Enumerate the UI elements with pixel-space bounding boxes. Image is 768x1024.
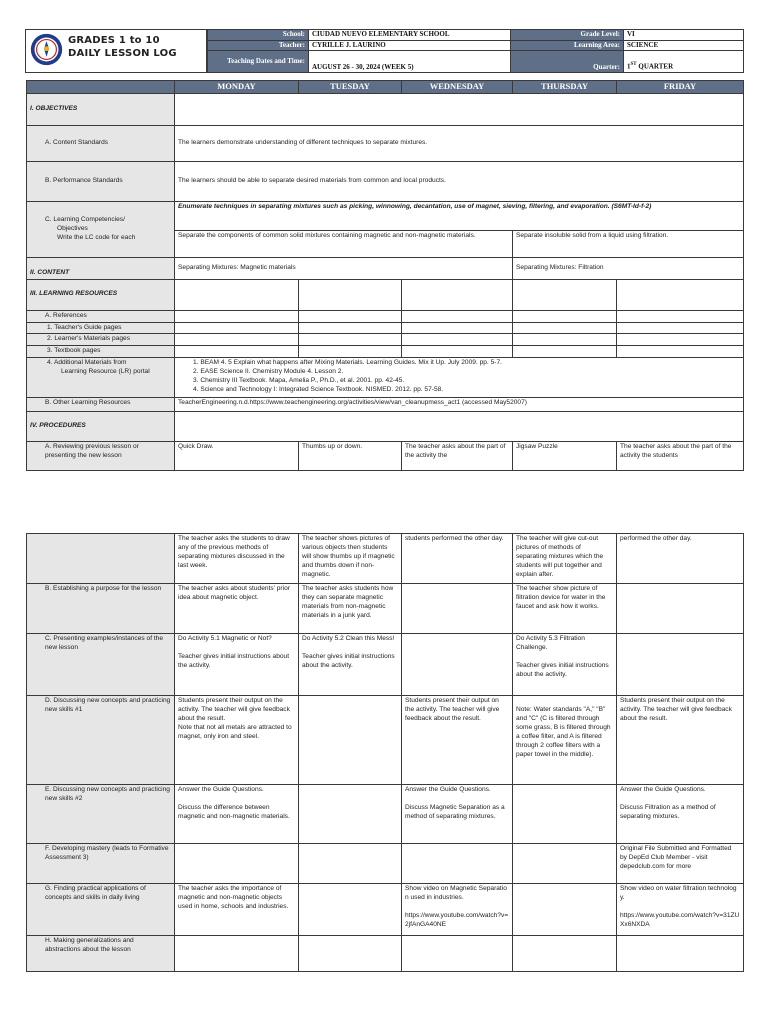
content-mon-wed: Separating Mixtures: Magnetic materials	[175, 257, 513, 279]
procedure-f-label: F. Developing mastery (leads to Formative Assessment 3)	[27, 844, 175, 884]
procedure-a-wednesday: The teacher asks about the part of the activity the	[402, 442, 513, 471]
procedures-heading: IV. PROCEDURES	[27, 412, 175, 442]
procedure-row	[27, 936, 744, 972]
day-wednesday: WEDNESDAY	[402, 81, 513, 94]
procedure-cell-monday: Students present their output on the activity. The teacher will give feedback about the result. Note that not all metals are attracted to magnet, only iron and steel.	[175, 696, 299, 785]
teaching-dates-label: Teaching Dates and Time:	[208, 51, 309, 73]
lc-thu-fri-text: Separate insoluble solid from a liquid using filtration.	[513, 230, 744, 257]
procedure-b-label: B. Establishing a purpose for the lesson	[27, 584, 175, 634]
objectives-blank	[175, 93, 744, 125]
day-friday: FRIDAY	[617, 81, 744, 94]
lesson-log-table-page2	[26, 533, 744, 972]
content-thu-fri: Separating Mixtures: Filtration	[513, 257, 744, 279]
day-thursday: THURSDAY	[513, 81, 617, 94]
procedure-cell-friday: performed the other day.	[617, 534, 744, 584]
procedure-cell-wednesday	[402, 634, 513, 696]
procedure-row	[27, 884, 744, 936]
procedure-e-label: E. Discussing new concepts and practicing new skills #2	[27, 785, 175, 844]
procedure-cell-friday: Students present their output on the activity. The teacher will give feedback about the result.	[617, 696, 744, 785]
procedure-cell-tuesday	[299, 884, 402, 936]
day-monday: MONDAY	[175, 81, 299, 94]
learning-area-label: Learning Area:	[511, 40, 624, 51]
procedure-a-label: A. Reviewing previous lesson or presenting the new lesson	[27, 442, 175, 471]
procedure-cell-tuesday	[299, 785, 402, 844]
procedure-cell-tuesday: The teacher asks students how they can separate magnetic materials from non-magnetic materials in a junk yard.	[299, 584, 402, 634]
additional-material-item: 3. Chemistry III Textbook. Mapa, Amelia P., Ph.D., et al. 2001. pp. 42-45.	[193, 377, 405, 385]
procedure-g-label: G. Finding practical applications of concepts and skills in daily living	[27, 884, 175, 936]
day-header-row	[27, 81, 744, 94]
procedure-cell-thursday	[513, 785, 617, 844]
performance-standards-label: B. Performance Standards	[27, 161, 175, 201]
teacher-label: Teacher:	[208, 40, 309, 51]
references-label: A. References	[27, 310, 175, 322]
procedure-cell-wednesday: Show video on Magnetic Separation used in industries. https://www.youtube.com/watch?v=2jfAnGA40NE	[402, 884, 513, 936]
procedure-row	[27, 534, 744, 584]
procedure-cell-tuesday: The teacher shows pictures of various objects then students will show thumbs up if magnetic and thumbs down if non-magnetic.	[299, 534, 402, 584]
procedure-cell-thursday	[513, 844, 617, 884]
dll-title-line2: DAILY LESSON LOG	[68, 48, 177, 59]
procedure-cell-thursday: Do Activity 5.3 Filtration Challenge. Teacher gives initial instructions about the activity.	[513, 634, 617, 696]
other-resources-label: B. Other Learning Resources	[27, 398, 175, 412]
learning-resources-heading: III. LEARNING RESOURCES	[27, 279, 175, 310]
content-standards-text: The learners demonstrate understanding of different techniques to separate mixtures.	[175, 125, 744, 161]
school-value: CIUDAD NUEVO ELEMENTARY SCHOOL	[309, 30, 511, 41]
procedure-row	[27, 634, 744, 696]
day-tuesday: TUESDAY	[299, 81, 402, 94]
grade-level-value: VI	[624, 30, 744, 41]
learning-competencies-text: Enumerate techniques in separating mixtures such as picking, winnowing, decantation, use of magnet, sieving, filtering, and evaporation. (S6MT-Id-f-2)	[175, 201, 744, 230]
procedure-cell-friday	[617, 634, 744, 696]
school-label: School:	[208, 30, 309, 41]
dll-title-box	[25, 29, 207, 73]
procedure-row	[27, 785, 744, 844]
procedure-cell-thursday: Note: Water standards "A," "B" and "C" (C is filtered through some grass, B is filtered through a coffee filter, and A is filtered through 2 coffee filters with a paper towel in the middle).	[513, 696, 617, 785]
procedure-cell-friday	[617, 584, 744, 634]
additional-material-item: 2. EASE Science II. Chemistry Module 4. Lesson 2.	[193, 368, 344, 376]
procedure-cell-tuesday	[299, 696, 402, 785]
procedure-cell-wednesday: Answer the Guide Questions. Discuss Magnetic Separation as a method of separating mixtures.	[402, 785, 513, 844]
procedure-a-tuesday: Thumbs up or down.	[299, 442, 402, 471]
procedure-cell-monday: The teacher asks the students to draw any of the previous methods of separating mixtures discussed in the last week.	[175, 534, 299, 584]
procedure-a-monday: Quick Draw.	[175, 442, 299, 471]
procedure-cell-tuesday	[299, 844, 402, 884]
learners-materials-label: 2. Learner's Materials pages	[27, 334, 175, 346]
lc-mon-wed-text: Separate the components of common solid mixtures containing magnetic and non-magnetic materials.	[175, 230, 513, 257]
procedure-cell-thursday: The teacher will give cut-out pictures of methods of separating mixtures which the students will put together and explain after.	[513, 534, 617, 584]
procedure-row	[27, 844, 744, 884]
procedure-cell-thursday	[513, 884, 617, 936]
procedure-c-label: C. Presenting examples/instances of the new lesson	[27, 634, 175, 696]
dll-title-line1: GRADES 1 to 10	[68, 35, 160, 46]
procedure-cell-thursday	[513, 936, 617, 972]
procedure-cell-monday: The teacher asks the importance of magnetic and non-magnetic objects used in home, schools and industries.	[175, 884, 299, 936]
procedure-cell-friday: Original File Submitted and Formatted by DepEd Club Member - visit depedclub.com for more	[617, 844, 744, 884]
procedure-cell-tuesday: Do Activity 5.2 Clean this Mess! Teacher gives initial instructions about the activity.	[299, 634, 402, 696]
deped-seal-icon	[30, 33, 63, 66]
procedure-h-label: H. Making generalizations and abstractions about the lesson	[27, 936, 175, 972]
procedure-cell-monday: Do Activity 5.1 Magnetic or Not? Teacher gives initial instructions about the activity.	[175, 634, 299, 696]
content-heading: II. CONTENT	[27, 257, 175, 279]
procedure-cell-monday	[175, 936, 299, 972]
teacher-value: CYRILLE J. LAURINO	[309, 40, 511, 51]
quarter-value: 1ST QUARTER	[624, 51, 744, 73]
additional-material-item: 1. BEAM 4. 5 Explain what happens after Mixing Materials. Learning Guides. Mix it Up. July 2009. pp. 5-7.	[193, 359, 502, 367]
procedure-row	[27, 584, 744, 634]
procedure-cell-monday	[175, 844, 299, 884]
procedure-cell-wednesday: students performed the other day.	[402, 534, 513, 584]
grade-level-label: Grade Level:	[511, 30, 624, 41]
procedure-row	[27, 696, 744, 785]
procedure-cell-friday	[617, 936, 744, 972]
procedure-cell-friday: Show video on water filtration technology. https://www.youtube.com/watch?v=31ZUXx6NXDA	[617, 884, 744, 936]
procedure-cell-wednesday	[402, 844, 513, 884]
procedure-a-thursday: Jigsaw Puzzle	[513, 442, 617, 471]
additional-material-item: 4. Science and Technology I: Integrated Science Textbook. NISMED. 2012. pp. 57-58.	[193, 386, 444, 394]
textbook-pages-label: 3. Textbook pages	[27, 346, 175, 358]
header-info-table	[207, 29, 744, 73]
teaching-dates-value: AUGUST 26 - 30, 2024 (WEEK 5)	[309, 51, 511, 73]
performance-standards-text: The learners should be able to separate desired materials from common and local products.	[175, 161, 744, 201]
lesson-log-table-page1	[26, 80, 744, 471]
additional-materials-label: 4. Additional Materials from Learning Resource (LR) portal	[27, 358, 175, 398]
other-resources-text: TeacherEngineering.n.d.https://www.teachengineering.org/activities/view/van_cleanupmess_act1 (accessed May52007)	[175, 398, 744, 412]
additional-materials-list	[175, 358, 744, 398]
procedure-d-label: D. Discussing new concepts and practicing new skills #1	[27, 696, 175, 785]
procedure-cell-friday: Answer the Guide Questions. Discuss Filtration as a method of separating mixtures.	[617, 785, 744, 844]
procedure-cell-wednesday	[402, 584, 513, 634]
procedure-a-cont-label	[27, 534, 175, 584]
procedure-cell-monday: Answer the Guide Questions. Discuss the difference between magnetic and non-magnetic materials.	[175, 785, 299, 844]
teachers-guide-label: 1. Teacher's Guide pages	[27, 322, 175, 334]
procedure-cell-tuesday	[299, 936, 402, 972]
content-standards-label: A. Content Standards	[27, 125, 175, 161]
header-corner	[27, 81, 175, 94]
learning-area-value: SCIENCE	[624, 40, 744, 51]
learning-competencies-label: C. Learning Competencies/ Objectives Write the LC code for each	[27, 201, 175, 257]
quarter-label: Quarter:	[511, 51, 624, 73]
procedure-a-friday: The teacher asks about the part of the activity the students	[617, 442, 744, 471]
procedure-cell-monday: The teacher asks about students' prior idea about magnetic object.	[175, 584, 299, 634]
procedure-cell-thursday: The teacher show picture of filtration device for water in the faucet and ask how it works.	[513, 584, 617, 634]
procedure-cell-wednesday: Students present their output on the activity. The teacher will give feedback about the result.	[402, 696, 513, 785]
objectives-heading: I. OBJECTIVES	[27, 93, 175, 125]
procedure-cell-wednesday	[402, 936, 513, 972]
